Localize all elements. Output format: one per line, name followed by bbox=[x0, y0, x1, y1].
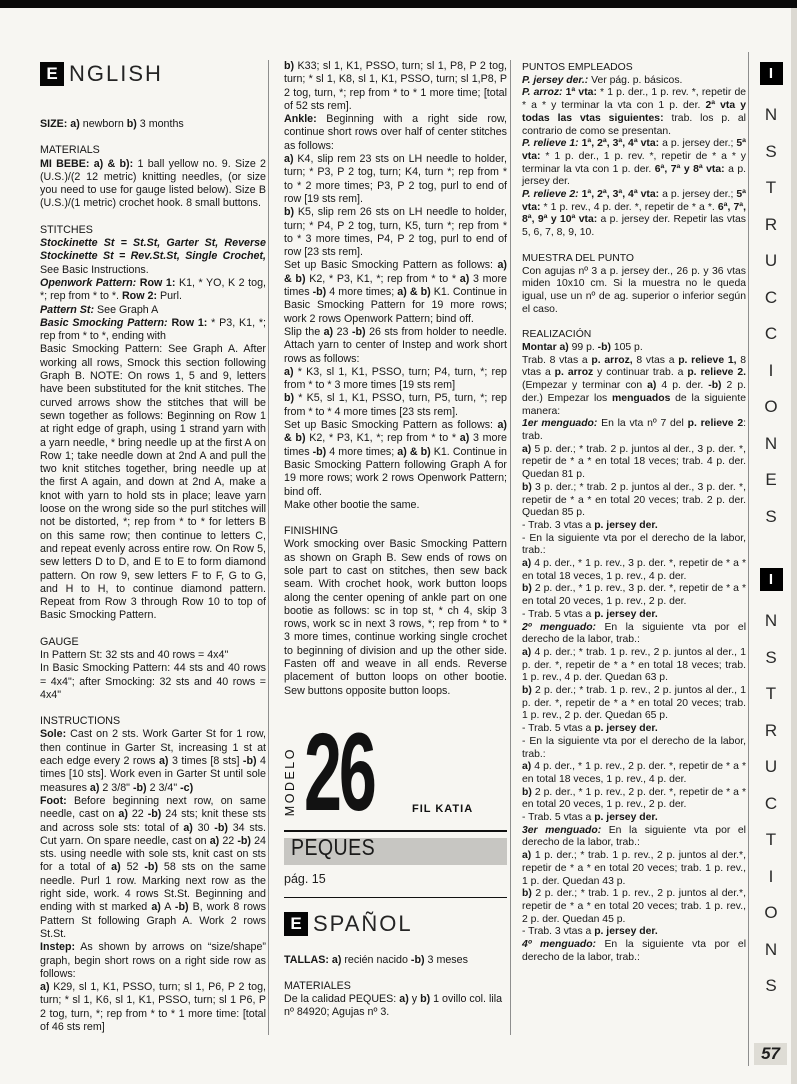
middle-column bbox=[284, 60, 507, 1020]
paragraph: Instep: As shown by arrows on “size/shape” graph, begin short rows on a right side row as follows: bbox=[40, 941, 266, 980]
spanish-text-blocks bbox=[522, 62, 746, 965]
modelo-vertical-label: MODELO bbox=[283, 746, 297, 816]
sidebar-letter: O bbox=[764, 397, 778, 417]
paragraph: a) 5 p. der.; * trab. 2 p. juntos al der., 3 p. der. *, repetir de * a * en total 18 veces; trab. 4 p. der. Quedan 81 p. bbox=[522, 443, 746, 481]
paragraph: P. relieve 2: 1ª, 2ª, 3ª, 4ª vta: a p. jersey der.; 5ª vta: * 1 p. rev., 4 p. der. *, repetir de * a *. 6ª, 7ª, 8ª, 9ª y 10ª vta: a p. jersey der. Repetir las vtas 5, 6, 7, 8, 9, 10. bbox=[522, 189, 747, 239]
sidebar-letter: U bbox=[764, 757, 778, 777]
paragraph: Foot: Before beginning next row, on same needle, cast on a) 22 -b) 24 sts; knit these sts and across sole sts: total of a) 30 -b) 34 sts. Cut yarn. On spare needle, cast on a) 22 -b) 24 sts. using needle with sole sts, knit cast on sts for a total of a) 52 -b) 58 sts on the same needle. Purl 1 row. Marking next row as the right side, work. 4 rows St.St. Beginning and ending with st marked a) A -b) B, work 8 rows Pattern St following Graph A. Work 2 rows St.St. bbox=[40, 794, 267, 940]
section-heading: PUNTOS EMPLEADOS bbox=[522, 62, 633, 73]
series-banner bbox=[284, 833, 507, 865]
sidebar-word-instrucciones bbox=[750, 62, 792, 535]
paragraph: MI BEBE: a) & b): 1 ball yellow no. 9. Size 2 (U.S.)/(2 12 metric) knitting needles, (or size you need to use for gauge listed below). Size B (U.S.)/(1 metric) crochet hook. 8 small buttons. bbox=[40, 157, 266, 210]
sidebar-letter: N bbox=[764, 105, 778, 125]
sidebar-letter: U bbox=[764, 251, 778, 271]
paragraph: Slip the a) 23 -b) 26 sts from holder to needle. Attach yarn to center of Instep and work short rows as follows: bbox=[284, 325, 508, 365]
paragraph: P. arroz: 1ª vta: * 1 p. der., 1 p. rev. *, repetir de * a * y terminar la vta con 1 p. der. 2ª vta y todas las vtas siguientes: trab. los p. al contrario de como se presentan. bbox=[522, 87, 747, 137]
paragraph: Basic Smocking Pattern: See Graph A. After working all rows, Smock this section following Graph B. NOTE: On rows 1, 5 and 9, letters have been substituted for the knit stitches. The curved arrows show the stitches that will be sewn together as follows: Beginning on Row 1 at right edge of graph, using 1 strand yarn with a yarn needle, * bring needle up at the first A on Row 1; take needle down at 2nd A and pull the two knit stitches together, bring needle up at the first A again, and down at 2nd A, make a knot with yarn to hold sts in place; leave yarn loose on the wrong side so the purl stitches will not be distorted, *; rep from * to * for letters B on this same row; then continue to letters C, and repeat evenly across entire row. On Row 5, sew letters D to D, and E to E to form diamond pattern. On row 9, sew letters F to F, G to G, and H to H, to continue diamond pattern. Repeat from Row 3 through Row 10 to top of Basic Smocking Pattern. bbox=[40, 343, 266, 622]
column-divider-3 bbox=[748, 52, 749, 1066]
sidebar-letter: N bbox=[764, 611, 778, 631]
section-heading: MATERIALES bbox=[284, 979, 351, 992]
brand-label: FIL KATIA bbox=[412, 802, 474, 815]
paragraph: - En la siguiente vta por el derecho de la labor, trab.: bbox=[522, 735, 746, 760]
english-text-blocks bbox=[40, 118, 266, 1034]
paragraph: b) 2 p. der., * 1 p. rev., 2 p. der. *, repetir de * a * en total 20 veces, 1 p. rev., 2 p. der. bbox=[522, 786, 746, 811]
paragraph: b) 2 p. der.; * trab. 1 p. rev., 2 p. juntos al der.*, repetir de * a * en total 20 veces; trab. 1 p. rev., 2 p. der. Quedan 45 p. bbox=[522, 888, 746, 925]
paragraph: Set up Basic Smocking Pattern as follows: a) & b) K2, * P3, K1, *; rep from * to * a) 3 more times -b) 4 more times; a) & b) K1. Continue in Basic Smocking Pattern following Graph A for 19 more rows; work 2 rows Openwork Pattern; bind off. bbox=[284, 419, 507, 498]
paragraph: 3er menguado: En la siguiente vta por el derecho de la labor, trab.: bbox=[522, 824, 746, 849]
paragraph: P. relieve 1: 1ª, 2ª, 3ª, 4ª vta: a p. jersey der.; 5ª vta: * 1 p. der., 1 p. rev. *, repetir de * a * y terminar la vta con 1 p. der. 6ª, 7ª y 8ª vta: a p. jersey der. bbox=[522, 138, 747, 188]
spanish-initial-box: E bbox=[284, 912, 308, 936]
paragraph: P. jersey der.: Ver pág. p. básicos. bbox=[522, 74, 683, 86]
paragraph: 2º menguado: En la siguiente vta por el derecho de la labor, trab.: bbox=[522, 621, 747, 646]
sidebar-letter: T bbox=[765, 684, 777, 704]
sidebar-word-instructions bbox=[750, 568, 792, 1005]
sidebar-letter: S bbox=[765, 141, 777, 161]
paragraph: In Basic Smocking Pattern: 44 sts and 40 rows = 4x4"; after Smocking: 32 sts and 40 rows = 4x4" bbox=[40, 662, 266, 701]
paragraph: - En la siguiente vta por el derecho de la labor, trab.: bbox=[522, 532, 746, 557]
paragraph: Con agujas nº 3 a p. jersey der., 26 p. y 36 vtas miden 10x10 cm. Si la muestra no le queda igual, use un nº de ag. superior o inferior según el caso. bbox=[522, 265, 746, 315]
page-reference: pág. 15 bbox=[284, 872, 326, 887]
spanish-column bbox=[522, 62, 746, 965]
sidebar-letter: T bbox=[765, 830, 777, 850]
paragraph: - Trab. 5 vtas a p. jersey der. bbox=[522, 608, 658, 620]
sidebar-letter: T bbox=[765, 178, 777, 198]
paragraph: b) * K5, sl 1, K1, PSSO, turn, P5, turn, *; rep from * to * 4 more times [23 sts rem]. bbox=[284, 392, 507, 418]
spanish-intro-blocks bbox=[284, 954, 507, 1020]
paragraph: - Trab. 5 vtas a p. jersey der. bbox=[522, 723, 658, 735]
paragraph: Pattern St: See Graph A bbox=[40, 303, 159, 316]
english-column bbox=[40, 62, 266, 1034]
paragraph: a) 4 p. der.; * trab. 1 p. rev., 2 p. juntos al der., 1 p. der. *, repetir de * a * en total 18 veces; trab. 1 p. rev., 4 p. der. Quedan 63 p. bbox=[522, 646, 746, 684]
paragraph: - Trab. 5 vtas a p. jersey der. bbox=[522, 812, 658, 824]
paragraph: Stockinette St = St.St, Garter St, Reverse Stockinette St = Rev.St.St, Single Crochet, See Basic Instructions. bbox=[40, 237, 266, 276]
modelo-logo bbox=[283, 710, 507, 834]
paragraph: a) * K3, sl 1, K1, PSSO, turn; P4, turn, *; rep from * to * 3 more times [19 sts rem] bbox=[284, 365, 507, 392]
paragraph: b) K33; sl 1, K1, PSSO, turn; sl 1, P8, P 2 tog, turn; * sl 1, K8, sl 1, K1, PSSO, turn; sl 1,P8, P 2 tog, turn, *; rep from * to * 1 more time; [total of 52 sts rem]. bbox=[284, 60, 507, 112]
spanish-header bbox=[284, 912, 507, 936]
paragraph: b) 2 p. der., * 1 p. rev., 3 p. der. *, repetir de * a * en total 20 veces, 1 p. rev., 2 p. der. bbox=[522, 583, 746, 608]
paragraph: a) K4, slip rem 23 sts on LH needle to holder, turn; * P3, P 2 tog, turn; K4, turn *; rep from * to * 2 more times; P3, P 2 tog, purl to end of row [19 sts rem]. bbox=[284, 153, 507, 205]
sidebar-letter-boxed: I bbox=[760, 62, 783, 85]
paragraph: Work smocking over Basic Smocking Pattern as shown on Graph B. Sew ends of rows on sole part to cast on stitches, then sew back seam. With crochet hook, work button loops along the center opening of ankle part on one bootie as follows: sc in top st, * ch 4, skip 3 rows, work sc in next 3 rows, *; rep from * to * 3 more times, continue working single crochet to beginning of division and up the other side. Fasten off and weave in all ends. Reverse placement of button loops on other bootie. Sew buttons opposite button loops. bbox=[284, 538, 507, 697]
paragraph: - Trab. 3 vtas a p. jersey der. bbox=[522, 519, 658, 531]
paragraph: - Trab. 3 vtas a p. jersey der. bbox=[522, 926, 658, 938]
paragraph: SIZE: a) newborn b) 3 months bbox=[40, 118, 184, 130]
paragraph: Openwork Pattern: Row 1: K1, * YO, K 2 tog, *; rep from * to *. Row 2: Purl. bbox=[40, 276, 267, 303]
section-heading: REALIZACIÓN bbox=[522, 329, 592, 341]
sidebar-letter: R bbox=[764, 720, 778, 740]
paragraph: b) 2 p. der.; * trab. 1 p. rev., 2 p. juntos al der., 1 p. der. *, repetir de * a * en total 20 veces; trab. 1 p. rev., 2 p. der. Quedan 65 p. bbox=[522, 685, 746, 722]
paragraph: TALLAS: a) recién nacido -b) 3 meses bbox=[284, 953, 468, 966]
paragraph: Sole: Cast on 2 sts. Work Garter St for 1 row, then continue in Garter St, increasing 1 st at each edge every 2 rows a) 3 times [8 sts] -b) 4 times [10 sts]. Work even in Garter St until sole measures a) 2 3/8" -b) 2 3/4" -c) bbox=[40, 728, 266, 794]
paragraph: 1er menguado: En la vta nº 7 del p. relieve 2: trab. bbox=[522, 418, 746, 442]
spanish-header-label: SPAÑOL bbox=[313, 910, 413, 936]
paragraph: Ankle: Beginning with a right side row, continue short rows over half of center stitches as follows: bbox=[284, 113, 507, 152]
sidebar-letter: C bbox=[764, 793, 778, 813]
paragraph: a) 1 p. der.; * trab. 1 p. rev., 2 p. juntos al der.*, repetir de * a * en total 20 veces; trab. 1 p. rev., 1 p. der. Quedan 43 p. bbox=[522, 850, 746, 887]
english-header-label: NGLISH bbox=[69, 61, 163, 87]
section-heading: FINISHING bbox=[284, 525, 339, 538]
sidebar-letter: I bbox=[768, 360, 774, 380]
sidebar-letter: I bbox=[768, 866, 774, 886]
english-initial-box: E bbox=[40, 62, 64, 86]
model-logo-block bbox=[283, 710, 507, 1020]
paragraph: a) 4 p. der., * 1 p. rev., 2 p. der. *, repetir de * a * en total 18 veces, 1 p. rev., 4 p. der. bbox=[522, 761, 746, 785]
middle-text-blocks bbox=[284, 60, 507, 698]
paragraph: b) K5, slip rem 26 sts on LH needle to holder, turn; * P4, P 2 tog, turn, K5, turn *; rep from * to * 3 more times, P4, P 2 tog, purl to end of row [23 sts rem]. bbox=[284, 206, 507, 259]
sidebar-letter: N bbox=[764, 433, 778, 453]
sidebar-letter: R bbox=[764, 214, 778, 234]
horizontal-rule-thin bbox=[284, 897, 507, 898]
paragraph: De la calidad PEQUES: a) y b) 1 ovillo col. lila nº 84920; Agujas nº 3. bbox=[284, 993, 503, 1019]
paragraph: Montar a) 99 p. -b) 105 p. bbox=[522, 342, 643, 354]
section-heading: MUESTRA DEL PUNTO bbox=[522, 252, 635, 264]
section-heading: GAUGE bbox=[40, 635, 79, 648]
sidebar-letter: O bbox=[764, 903, 778, 923]
paragraph: Set up Basic Smocking Pattern as follows: a) & b) K2, * P3, K1, *; rep from * to * a) 3 more times -b) 4 more times; a) & b) K1. Continue in Basic Smocking Pattern for 19 more rows; work 2 rows Openwork Pattern; bind off. bbox=[284, 259, 507, 325]
paragraph: a) K29, sl 1, K1, PSSO, turn; sl 1, P6, P 2 tog, turn; * sl 1, K6, sl 1, K1, PSSO, turn; sl 1 P6, P 2 tog, turn, *; rep from * to * 1 more time: [total of 46 sts rem] bbox=[40, 981, 266, 1033]
page-number: 57 bbox=[754, 1043, 787, 1065]
model-number: 26 bbox=[304, 710, 374, 834]
sidebar-letter: S bbox=[765, 506, 777, 526]
sidebar-letter: E bbox=[765, 470, 777, 490]
english-header bbox=[40, 62, 266, 86]
paragraph: Trab. 8 vtas a p. arroz, 8 vtas a p. relieve 1, 8 vtas a p. arroz y continuar trab. a p. relieve 2. (Empezar y terminar con a) 4 p. der. -b) 2 p. der.) Empezar los menguados de la siguiente manera: bbox=[522, 354, 747, 417]
sidebar bbox=[750, 0, 792, 1084]
paragraph: Basic Smocking Pattern: Row 1: * P3, K1, *; rep from * to *, ending with bbox=[40, 316, 266, 343]
column-divider-1 bbox=[268, 60, 269, 1035]
sidebar-letter: S bbox=[765, 647, 777, 667]
sidebar-letter: S bbox=[765, 976, 777, 996]
sidebar-letter: C bbox=[764, 324, 778, 344]
paragraph: In Pattern St: 32 sts and 40 rows = 4x4" bbox=[40, 648, 229, 661]
sidebar-letter-boxed: I bbox=[760, 568, 783, 591]
paragraph: b) 3 p. der.; * trab. 2 p. juntos al der., 3 p. der. *, repetir de * a * en total 20 veces; trab. 2 p. der. Quedan 85 p. bbox=[522, 481, 746, 519]
column-divider-2 bbox=[510, 60, 511, 1035]
sidebar-letter: N bbox=[764, 939, 778, 959]
section-heading: STITCHES bbox=[40, 223, 93, 236]
sidebar-letter: C bbox=[764, 287, 778, 307]
section-heading: MATERIALS bbox=[40, 144, 100, 157]
paragraph: 4º menguado: En la siguiente vta por el derecho de la labor, trab.: bbox=[522, 939, 747, 963]
paragraph: a) 4 p. der., * 1 p. rev., 3 p. der. *, repetir de * a * en total 18 veces, 1 p. rev., 4 p. der. bbox=[522, 558, 746, 582]
paragraph: Make other bootie the same. bbox=[284, 498, 420, 511]
series-name: PEQUES bbox=[291, 833, 376, 860]
section-heading: INSTRUCTIONS bbox=[40, 715, 121, 728]
scan-top-edge bbox=[0, 0, 797, 8]
